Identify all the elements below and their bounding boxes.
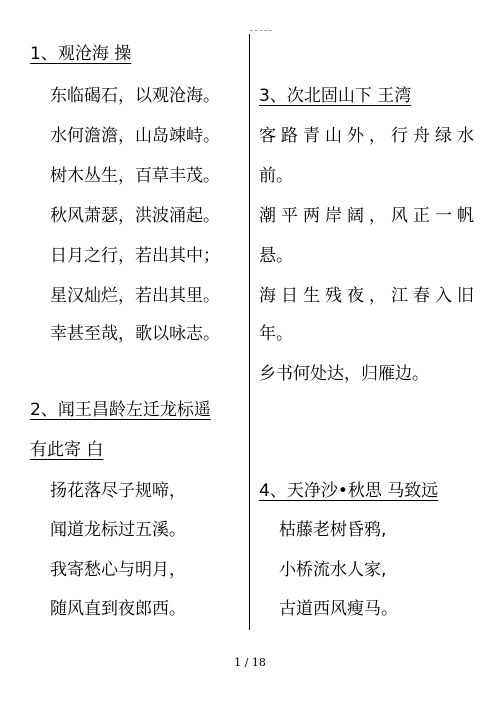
poem-line: 小桥流水人家, — [279, 560, 387, 580]
poem-title-tian-jing-sha-qiu-si: 4、天净沙•秋思 马致远 — [259, 481, 439, 501]
poem-line: 幸甚至哉，歌以咏志。 — [50, 324, 220, 344]
poem-line: 悬。 — [259, 246, 293, 266]
poem-line: 古道西风瘦马。 — [279, 599, 398, 619]
poem-line: 树木丛生，百草丰茂。 — [50, 166, 220, 186]
poem-line: 我寄愁心与明月， — [50, 560, 186, 580]
poem-line: 扬花落尽子规啼， — [50, 481, 186, 501]
poem-line: 闻道龙标过五溪。 — [50, 520, 186, 540]
poem-line: 乡书何处达，归雁边。 — [259, 364, 429, 384]
poem-title-wen-wang-changling-line1: 2、闻王昌龄左迁龙标遥 — [30, 400, 211, 420]
poem-title-guan-cang-hai: 1、观沧海 操 — [30, 44, 132, 64]
poem-line: 潮平两岸阔，风正一帆 — [259, 206, 479, 226]
poem-line: 秋风萧瑟，洪波涌起。 — [50, 206, 220, 226]
poem-line: 东临碣石，以观沧海。 — [50, 86, 220, 106]
poem-line: 客路青山外，行舟绿水 — [259, 126, 479, 146]
page-number: 1 / 18 — [234, 656, 266, 669]
column-divider — [249, 34, 250, 630]
poem-line: 海日生残夜，江春入旧 — [259, 286, 479, 306]
poem-line: 年。 — [259, 324, 293, 344]
poem-line: 日月之行，若出其中； — [50, 246, 220, 266]
poem-line: 星汉灿烂，若出其里。 — [50, 286, 220, 306]
poem-line: 水何澹澹，山岛竦峙。 — [50, 126, 220, 146]
poem-line: 随风直到夜郎西。 — [50, 599, 186, 619]
poem-title-ci-bei-gu-shan-xia: 3、次北固山下 王湾 — [259, 86, 412, 106]
header-dash-marker — [250, 30, 272, 31]
poem-line: 前。 — [259, 166, 293, 186]
poem-line: 枯藤老树昏鸦, — [279, 520, 387, 540]
poem-title-wen-wang-changling-line2: 有此寄 白 — [30, 440, 104, 460]
